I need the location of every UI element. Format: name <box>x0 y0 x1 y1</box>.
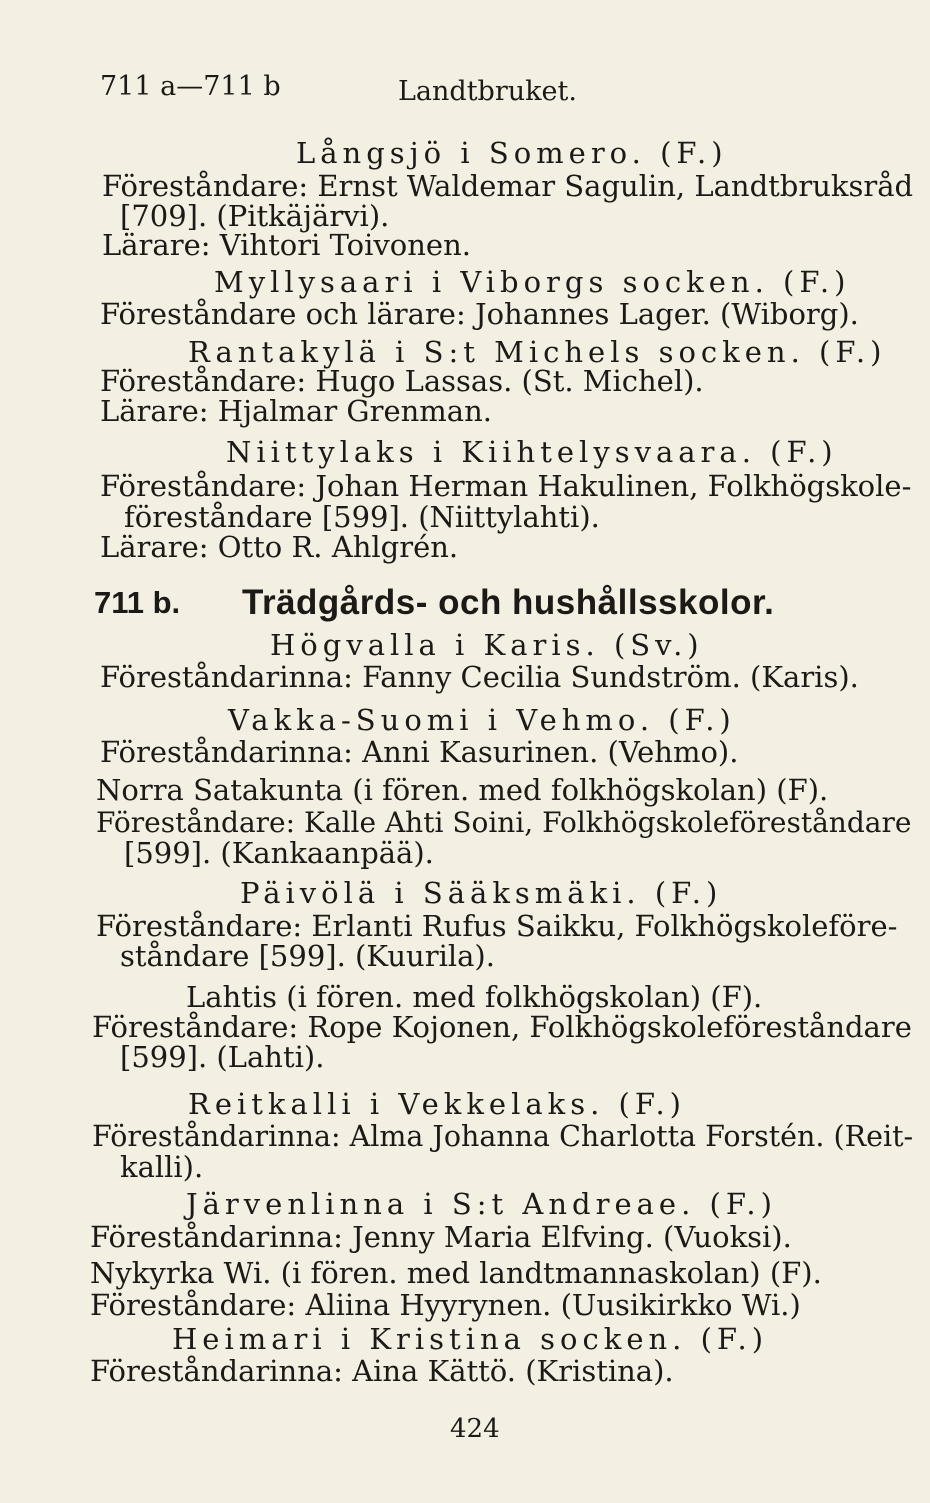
entry-line: [709]. (Pitkäjärvi). <box>120 199 390 233</box>
school-heading: Lahtis (i fören. med folkhögskolan) (F). <box>186 980 763 1014</box>
entry-line: Lärare: Otto R. Ahlgrén. <box>100 530 459 564</box>
entry-line: Föreståndarinna: Alma Johanna Charlotta Forstén. (Reit- <box>92 1120 914 1153</box>
entry-line: Lärare: Vihtori Toivonen. <box>102 228 471 262</box>
school-heading: Vakka-Suomi i Vehmo. (F.) <box>228 703 736 737</box>
school-heading: Heimari i Kristina socken. (F.) <box>172 1322 769 1356</box>
entry-line: Föreståndarinna: Anni Kasurinen. (Vehmo). <box>100 735 739 769</box>
entry-line: Föreståndarinna: Fanny Cecilia Sundström. (Karis). <box>100 660 859 694</box>
school-heading: Myllysaari i Viborgs socken. (F.) <box>214 265 851 299</box>
school-heading: Päivölä i Sääksmäki. (F.) <box>240 876 723 910</box>
entry-line: Föreståndare: Erlanti Rufus Saikku, Folkhögskoleföre- <box>96 909 898 943</box>
page-number: 424 <box>450 1414 500 1444</box>
entry-line: [599]. (Lahti). <box>120 1040 325 1074</box>
entry-line: ståndare [599]. (Kuurila). <box>120 939 495 973</box>
entry-line: föreståndare [599]. (Niittylahti). <box>124 500 600 534</box>
school-heading: Norra Satakunta (i fören. med folkhögskolan) (F). <box>96 773 829 807</box>
entry-line: Föreståndare: Aliina Hyyrynen. (Uusikirkko Wi.) <box>90 1288 801 1322</box>
school-heading: Högvalla i Karis. (Sv.) <box>270 628 704 662</box>
entry-line: Föreståndare: Hugo Lassas. (St. Michel). <box>100 364 704 398</box>
entry-line: Föreståndare: Ernst Waldemar Sagulin, Landtbruksråd <box>102 169 914 203</box>
entry-line: Föreståndarinna: Jenny Maria Elfving. (Vuoksi). <box>90 1220 792 1254</box>
running-title: Landtbruket. <box>398 76 577 107</box>
school-heading: Niittylaks i Kiihtelysvaara. (F.) <box>226 435 838 469</box>
section-number: 711 b. <box>94 585 181 620</box>
school-heading: Järvenlinna i S:t Andreae. (F.) <box>186 1187 777 1221</box>
entry-line: kalli). <box>120 1150 204 1184</box>
section-title: Trädgårds- och hushållsskolor. <box>242 583 775 622</box>
entry-line: [599]. (Kankaanpää). <box>124 836 434 870</box>
entry-line: Föreståndare: Kalle Ahti Soini, Folkhögskoleföreståndare <box>96 806 912 839</box>
entry-line: Föreståndare och lärare: Johannes Lager. (Wiborg). <box>100 297 859 331</box>
page-range: 711 a—711 b <box>100 71 281 102</box>
entry-line: Föreståndare: Johan Herman Hakulinen, Folkhögskole- <box>100 469 912 503</box>
school-heading: Reitkalli i Vekkelaks. (F.) <box>188 1087 686 1121</box>
entry-line: Föreståndarinna: Aina Kättö. (Kristina). <box>90 1354 674 1388</box>
school-heading: Nykyrka Wi. (i fören. med landtmannaskolan) (F). <box>90 1256 822 1290</box>
entry-line: Föreståndare: Rope Kojonen, Folkhögskoleföreståndare <box>92 1010 912 1044</box>
school-heading: Långsjö i Somero. (F.) <box>296 136 728 170</box>
school-heading: Rantakylä i S:t Michels socken. (F.) <box>188 335 887 369</box>
entry-line: Lärare: Hjalmar Grenman. <box>100 394 492 428</box>
